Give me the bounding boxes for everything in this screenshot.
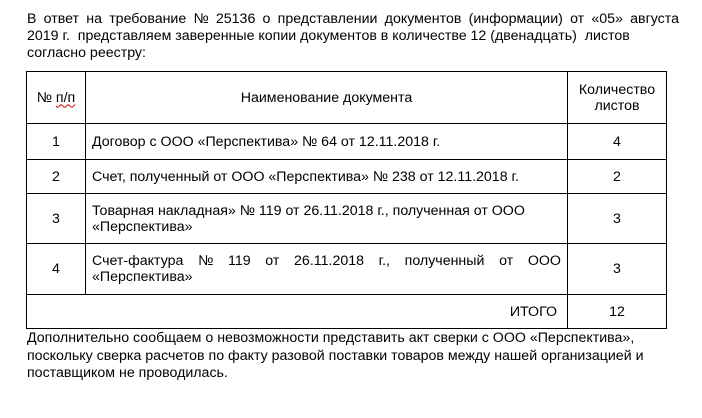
closing-line-2: поскольку сверка расчетов по факту разовой поставки товаров между нашей организацией и <box>27 347 644 364</box>
table-row <box>27 160 667 194</box>
closing-line-1: Дополнительно сообщаем о невозможности представить акт сверки с ООО «Перспектива», <box>27 330 635 346</box>
intro-word: требование <box>109 11 187 27</box>
intro-paragraph <box>27 11 679 62</box>
table-row <box>27 244 667 295</box>
row-number: 2 <box>27 160 86 194</box>
name-word: Счет-фактура <box>92 253 184 269</box>
row-sheet-count: 3 <box>568 244 667 295</box>
intro-word: на <box>86 11 102 27</box>
intro-line-1 <box>27 11 679 28</box>
documents-register-table <box>26 71 667 329</box>
row-document-name-line: Товарная накладная» № 119 от 26.11.2018 г., полученная от ООО <box>92 202 525 219</box>
intro-word: о <box>262 11 271 27</box>
row-document-name <box>86 194 568 244</box>
header-number-prefix: № <box>36 89 56 106</box>
header-number-pp: п/п <box>55 89 76 106</box>
table-header-row <box>27 72 667 124</box>
intro-word: «05» <box>591 11 623 27</box>
intro-word: документов <box>384 11 462 27</box>
row-document-name-line <box>92 253 561 269</box>
intro-word: августа <box>630 11 679 27</box>
row-sheet-count: 4 <box>568 124 667 160</box>
name-word: полученный <box>404 253 485 269</box>
header-number <box>27 72 86 124</box>
row-sheet-count: 3 <box>568 194 667 244</box>
intro-word: представлении <box>277 11 378 27</box>
total-sheet-count: 12 <box>568 295 667 329</box>
closing-paragraph <box>27 330 687 383</box>
intro-word: № <box>193 11 209 27</box>
name-word: № <box>198 253 214 269</box>
intro-word: от <box>570 11 585 27</box>
name-word: ООО <box>527 253 561 269</box>
header-document-name: Наименование документа <box>86 72 568 124</box>
name-word: 26.11.2018 <box>294 253 364 269</box>
intro-line-2: 2019 г. представляем заверенные копии документов в количестве 12 (двенадцать) листов <box>27 28 630 44</box>
intro-word: (информации) <box>468 11 563 27</box>
table-row <box>27 194 667 244</box>
table-total-row <box>27 295 667 329</box>
intro-word: В <box>27 11 37 27</box>
intro-word: 25136 <box>215 11 256 27</box>
row-document-name: Договор с ООО «Перспектива» № 64 от 12.11.2018 г. <box>86 124 568 160</box>
row-document-name: Счет, полученный от ООО «Перспектива» № 238 от 12.11.2018 г. <box>86 160 568 194</box>
name-word: 119 <box>228 253 251 269</box>
row-number: 3 <box>27 194 86 244</box>
intro-word: ответ <box>43 11 80 27</box>
row-document-name-line: «Перспектива» <box>92 269 193 285</box>
row-number: 4 <box>27 244 86 295</box>
row-document-name <box>86 244 568 295</box>
name-word: от <box>265 253 280 269</box>
row-sheet-count: 2 <box>568 160 667 194</box>
name-word: от <box>499 253 514 269</box>
table-row <box>27 124 667 160</box>
row-document-name-line: «Перспектива» <box>92 218 193 235</box>
closing-line-3: поставщиком не проводилась. <box>27 365 228 381</box>
intro-line-3: согласно реестру: <box>27 45 146 61</box>
header-sheet-count: Количество листов <box>568 72 667 124</box>
total-label: ИТОГО <box>27 295 568 329</box>
row-number: 1 <box>27 124 86 160</box>
name-word: г., <box>378 253 390 269</box>
